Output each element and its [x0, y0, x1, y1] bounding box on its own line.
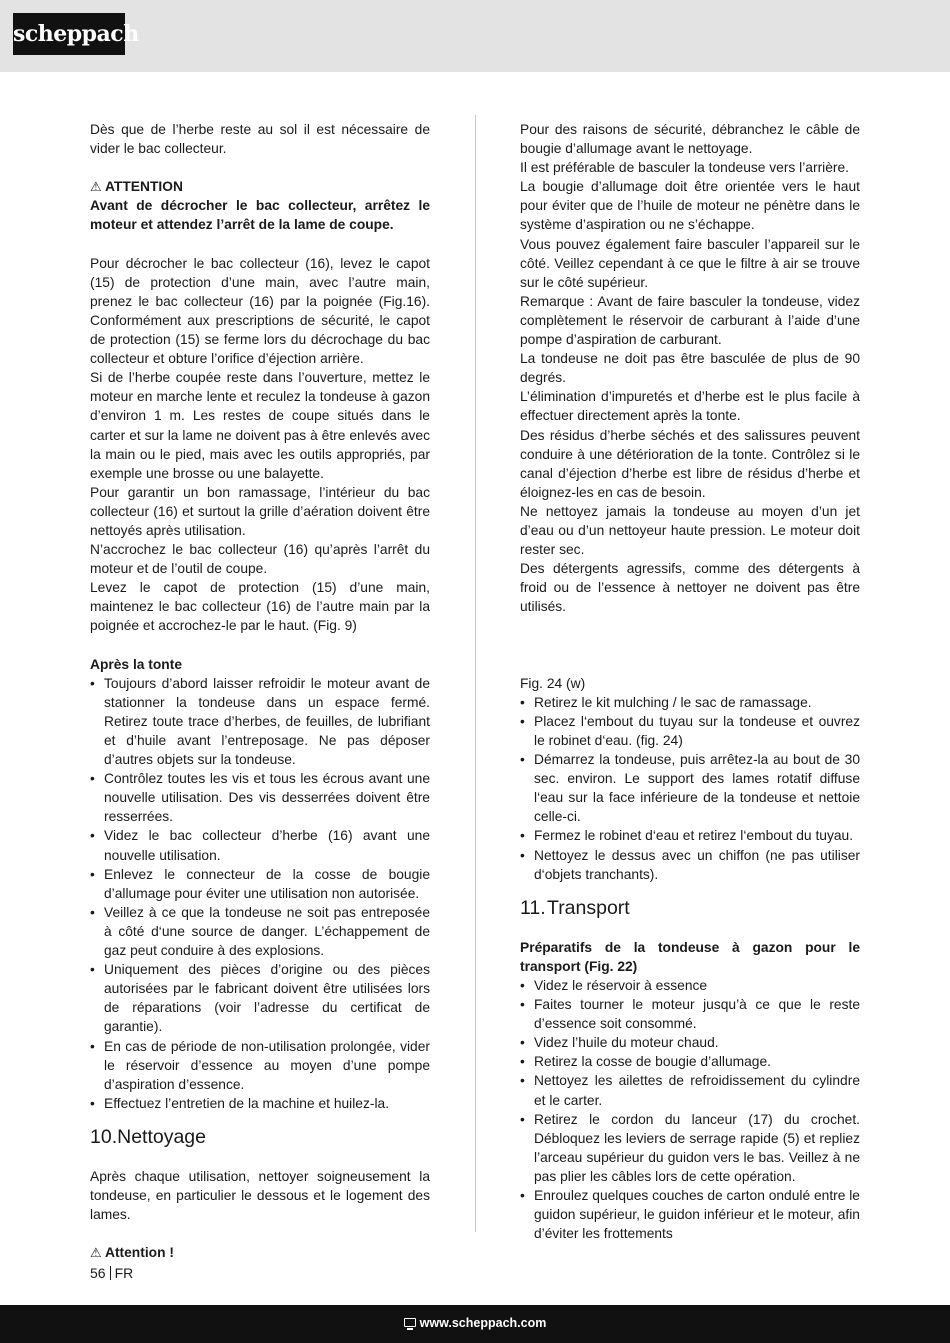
- paragraph: Remarque : Avant de faire basculer la tondeuse, videz complètement le réservoir de carburant à l’aide d’une pompe d’aspiration de carburant.: [520, 293, 860, 348]
- page-footer: [0, 1305, 950, 1343]
- paragraph: La bougie d’allumage doit être orientée vers le haut pour éviter que de l’huile de moteur ne pénètre dans le système d’aspiration ou ne s’échappe.: [520, 179, 860, 233]
- list-item: • Retirez la cosse de bougie d’allumage.: [520, 1052, 860, 1071]
- list-item: • Toujours d’abord laisser refroidir le moteur avant de stationner la tondeuse dans un espace fermé. Retirez toute trace d’herbes, de feuilles, de lubrifiant et d’huile avant l’entreposage. Ne pas déposer d’autres objets sur la tondeuse.: [90, 674, 430, 769]
- left-column: [90, 120, 430, 1262]
- list-item: • Videz le bac collecteur d’herbe (16) avant une nouvelle utilisation.: [90, 826, 430, 864]
- paragraph: Des détergents agressifs, comme des détergents à froid ou de l’essence à nettoyer ne doivent pas être utilisés.: [520, 561, 860, 615]
- paragraph: Après chaque utilisation, nettoyer soigneusement la tondeuse, en particulier le dessous et le logement des lames.: [90, 1168, 430, 1223]
- paragraph: Pour garantir un bon ramassage, l’intérieur du bac collecteur (16) et surtout la grille d’aération doivent être nettoyés après utilisation.: [90, 484, 430, 538]
- paragraph: N’accrochez le bac collecteur (16) qu’après l’arrêt du moteur et de l’outil de coupe.: [90, 542, 430, 577]
- attention-heading-2: ⚠ Attention !: [90, 1245, 174, 1261]
- paragraph: Si de l’herbe coupée reste dans l’ouverture, mettez le moteur en marche lente et reculez la tondeuse à gazon d’environ 1 m. Les restes de coupe situés dans le carter et sur la lame ne doivent pas à être enlevés avec la main ou le pied, mais avec les outils appropriés, par exemple une brosse ou une balayette.: [90, 370, 430, 481]
- paragraph: Levez le capot de protection (15) d’une main, maintenez le bac collecteur (16) de l’autre main par la poignée et accrochez-le par le haut. (Fig. 9): [90, 580, 430, 634]
- paragraph: Il est préférable de basculer la tondeuse vers l’arrière.: [520, 160, 849, 176]
- paragraph: L’élimination d’impuretés et d’herbe est le plus facile à effectuer directement après la tonte.: [520, 389, 860, 424]
- list-item: • Contrôlez toutes les vis et tous les écrous avant une nouvelle utilisation. Des vis desserrées doivent être resserrées.: [90, 769, 430, 826]
- paragraph: La tondeuse ne doit pas être basculée de plus de 90 degrés.: [520, 351, 860, 386]
- list-item: • En cas de période de non-utilisation prolongée, vider le réservoir d’essence au moyen d’une pompe d’aspiration d’essence.: [90, 1037, 430, 1094]
- brand-logo: scheppach: [13, 13, 125, 55]
- attention-text: Avant de décrocher le bac collecteur, arrêtez le moteur et attendez l’arrêt de la lame de coupe.: [90, 198, 430, 233]
- list-item: • Nettoyez les ailettes de refroidissement du cylindre et le carter.: [520, 1071, 860, 1109]
- paragraph: Pour décrocher le bac collecteur (16), levez le capot (15) de protection d’une main, avec l’autre main, prenez le bac collecteur (16) par la poignée (Fig.16). Conformément aux prescriptions de sécurité, le capot de protection (15) se ferme lors du décrochage du bac collecteur et obture l’orifice d’éjection arrière.: [90, 255, 430, 367]
- list-item: • Enroulez quelques couches de carton ondulé entre le guidon supérieur, le guidon inférieur et le moteur, afin d’éviter les frottements: [520, 1186, 860, 1243]
- paragraph: Vous pouvez également faire basculer l’appareil sur le côté. Veillez cependant à ce que le filtre à air se trouve sur le côté supérieur.: [520, 236, 860, 290]
- list-item: • Videz l’huile du moteur chaud.: [520, 1033, 860, 1052]
- section-10-heading: 10.Nettoyage: [90, 1125, 207, 1148]
- apres-la-tonte-heading: Après la tonte: [90, 656, 182, 672]
- paragraph: Pour des raisons de sécurité, débranchez le câble de bougie d’allumage avant le nettoyage.: [520, 122, 860, 157]
- transport-list: [520, 976, 860, 1243]
- fig-list: [520, 693, 860, 884]
- warning-icon: ⚠: [90, 1245, 102, 1261]
- transport-heading: Préparatifs de la tondeuse à gazon pour le transport (Fig. 22): [520, 939, 860, 974]
- website-link[interactable]: www.scheppach.com: [0, 1316, 950, 1330]
- monitor-icon: [404, 1318, 416, 1327]
- paragraph: Des résidus d’herbe séchés et des salissures peuvent conduire à une détérioration de la tonte. Contrôlez si le canal d’éjection d’herbe est libre de résidus d’herbe et éloignez-les en cas de besoin.: [520, 427, 860, 500]
- page-number: 56 FR: [90, 1265, 134, 1281]
- list-item: • Enlevez le connecteur de la cosse de bougie d’allumage pour éviter une utilisation non autorisée.: [90, 865, 430, 903]
- list-item: • Démarrez la tondeuse, puis arrêtez-la au bout de 30 sec. environ. Le support des lames rotatif diffuse l‘eau sur la face inférieure de la tondeuse et nettoie celle-ci.: [520, 750, 860, 826]
- list-item: • Nettoyez le dessus avec un chiffon (ne pas utiliser d‘objets tranchants).: [520, 846, 860, 884]
- figure-label: Fig. 24 (w): [520, 675, 586, 691]
- list-item: • Videz le réservoir à essence: [520, 976, 860, 995]
- list-item: • Placez l‘embout du tuyau sur la tondeuse et ouvrez le robinet d‘eau. (fig. 24): [520, 712, 860, 750]
- list-item: • Uniquement des pièces d’origine ou des pièces autorisées par le fabricant doivent être utilisées lors de réparations (voir l’adresse du certificat de garantie).: [90, 960, 430, 1036]
- apres-list: [90, 674, 430, 1113]
- section-11-heading: 11.Transport: [520, 896, 630, 919]
- list-item: • Retirez le kit mulching / le sac de ramassage.: [520, 693, 860, 712]
- list-item: • Fermez le robinet d‘eau et retirez l‘embout du tuyau.: [520, 826, 860, 845]
- paragraph: Ne nettoyez jamais la tondeuse au moyen d’un jet d’eau ou d’un nettoyeur haute pression. Le moteur doit rester sec.: [520, 503, 860, 558]
- list-item: • Faites tourner le moteur jusqu’à ce que le reste d’essence soit consommé.: [520, 995, 860, 1033]
- paragraph: Dès que de l’herbe reste au sol il est nécessaire de vider le bac collecteur.: [90, 122, 430, 157]
- list-item: • Veillez à ce que la tondeuse ne soit pas entreposée à côté d‘une source de danger. L’échappement de gaz peut conduire à des explosions.: [90, 903, 430, 960]
- page-header: [0, 0, 950, 72]
- column-divider: [475, 115, 476, 1232]
- list-item: • Effectuez l’entretien de la machine et huilez-la.: [90, 1094, 430, 1113]
- warning-icon: ⚠: [90, 179, 102, 195]
- attention-heading: ⚠ ATTENTION: [90, 179, 183, 195]
- right-column: [520, 120, 860, 1243]
- list-item: • Retirez le cordon du lanceur (17) du crochet. Débloquez les leviers de serrage rapide (5) et repliez l’arceau supérieur du guidon vers le bas. Veillez à ne pas plier les câbles lors de cette opération.: [520, 1110, 860, 1186]
